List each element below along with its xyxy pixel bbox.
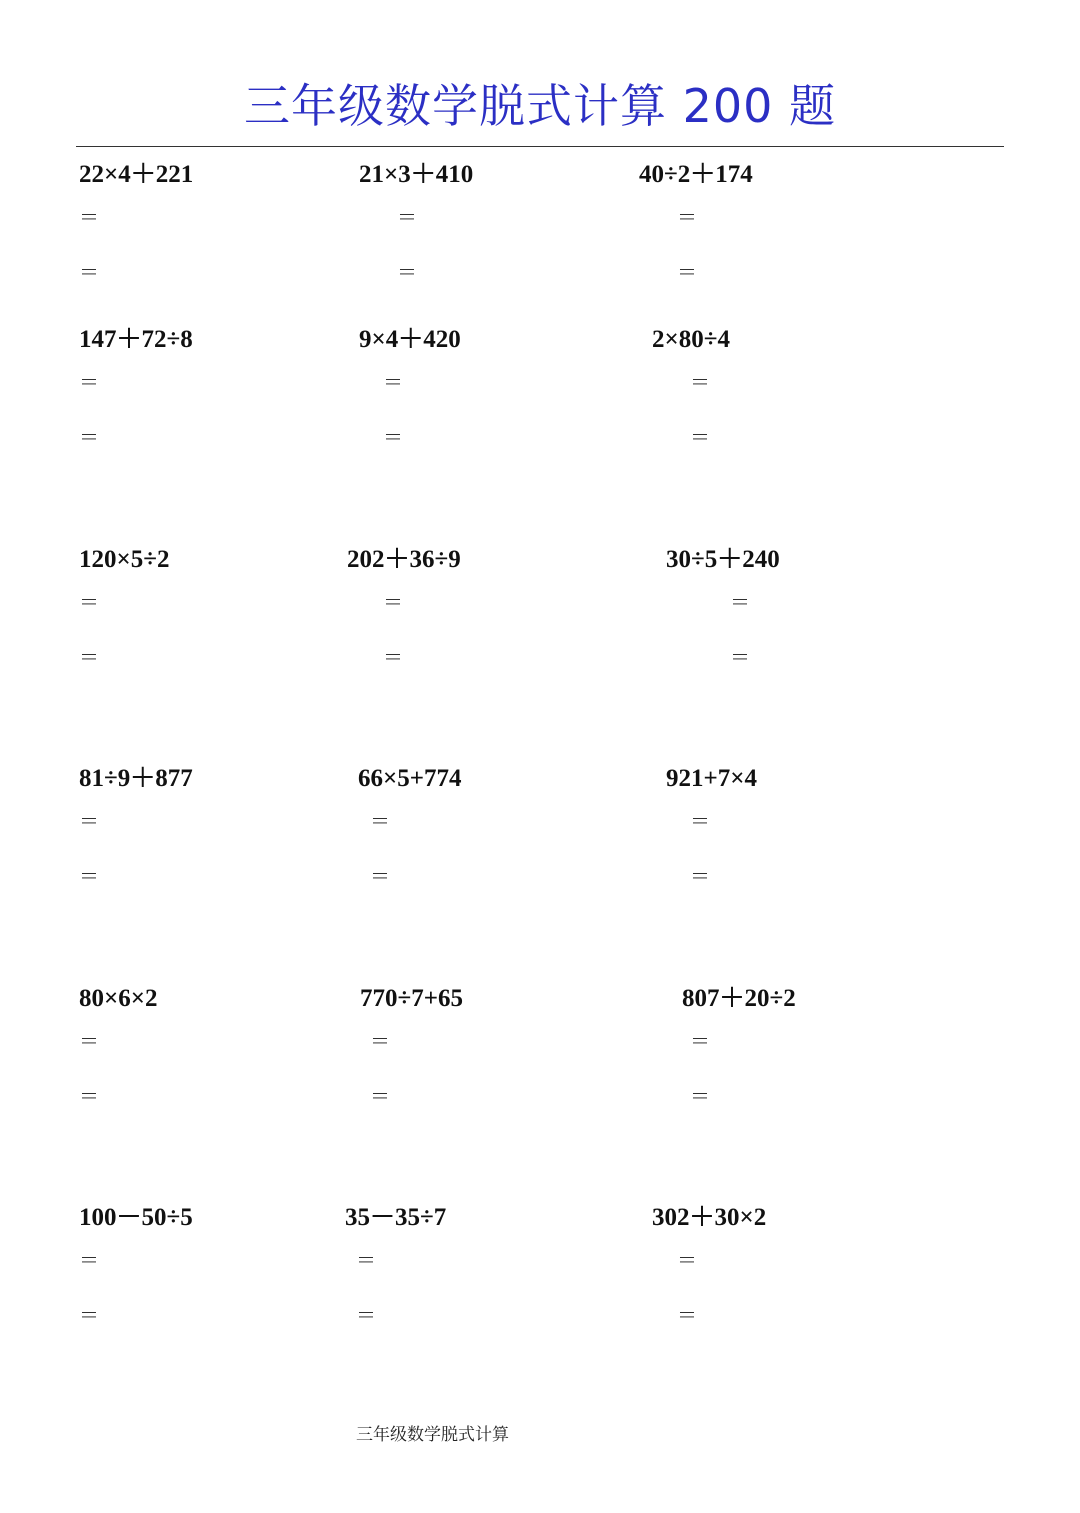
title-divider [76, 146, 1004, 147]
page-footer: 三年级数学脱式计算 [356, 1425, 509, 1445]
problem-6 [652, 325, 972, 505]
equals-line-2: ＝ [356, 1303, 376, 1327]
equals-line-2: ＝ [690, 1084, 710, 1108]
equals-line-1: ＝ [79, 590, 99, 614]
worksheet-title: 三年级数学脱式计算 200 题 [243, 79, 837, 133]
problem-13 [79, 984, 399, 1164]
equals-line-1: ＝ [79, 370, 99, 394]
equals-line-2: ＝ [383, 425, 403, 449]
equals-line-1: ＝ [370, 809, 390, 833]
equals-line-2: ＝ [677, 1303, 697, 1327]
equals-line-2: ＝ [79, 645, 99, 669]
equals-line-1: ＝ [79, 1029, 99, 1053]
equals-line-1: ＝ [730, 590, 750, 614]
equals-line-1: ＝ [397, 205, 417, 229]
equals-line-2: ＝ [79, 1084, 99, 1108]
equals-line-2: ＝ [370, 864, 390, 888]
problem-2 [359, 160, 679, 340]
equals-line-2: ＝ [730, 645, 750, 669]
problem-expression: 202＋36÷9 [347, 546, 461, 573]
equals-line-1: ＝ [690, 1029, 710, 1053]
problem-expression: 35－35÷7 [345, 1204, 447, 1231]
equals-line-1: ＝ [383, 590, 403, 614]
problem-15 [682, 984, 1002, 1164]
problem-12 [666, 764, 986, 944]
problem-expression: 40÷2＋174 [639, 161, 753, 188]
equals-line-2: ＝ [79, 425, 99, 449]
equals-line-2: ＝ [397, 260, 417, 284]
equals-line-1: ＝ [79, 1248, 99, 1272]
equals-line-2: ＝ [370, 1084, 390, 1108]
problem-9 [666, 545, 986, 725]
problem-8 [347, 545, 667, 725]
problem-5 [359, 325, 679, 505]
equals-line-1: ＝ [677, 1248, 697, 1272]
equals-line-1: ＝ [370, 1029, 390, 1053]
problem-17 [345, 1203, 665, 1383]
equals-line-2: ＝ [79, 1303, 99, 1327]
problem-expression: 807＋20÷2 [682, 985, 796, 1012]
equals-line-1: ＝ [383, 370, 403, 394]
problem-expression: 921+7×4 [666, 765, 757, 792]
problem-expression: 2×80÷4 [652, 326, 730, 353]
equals-line-1: ＝ [677, 205, 697, 229]
problem-expression: 100－50÷5 [79, 1204, 193, 1231]
problem-18 [652, 1203, 972, 1383]
problem-expression: 21×3＋410 [359, 161, 474, 188]
problem-10 [79, 764, 399, 944]
problem-expression: 9×4＋420 [359, 326, 461, 353]
equals-line-2: ＝ [677, 260, 697, 284]
equals-line-2: ＝ [383, 645, 403, 669]
problem-expression: 66×5+774 [358, 765, 462, 792]
problem-expression: 770÷7+65 [360, 985, 463, 1012]
problem-expression: 120×5÷2 [79, 546, 170, 573]
problem-14 [360, 984, 680, 1164]
problem-11 [358, 764, 678, 944]
problem-expression: 81÷9＋877 [79, 765, 193, 792]
problem-3 [639, 160, 959, 340]
problem-expression: 30÷5＋240 [666, 546, 780, 573]
equals-line-1: ＝ [690, 809, 710, 833]
equals-line-2: ＝ [690, 864, 710, 888]
problem-expression: 302＋30×2 [652, 1204, 767, 1231]
equals-line-1: ＝ [79, 205, 99, 229]
problem-expression: 22×4＋221 [79, 161, 194, 188]
equals-line-1: ＝ [79, 809, 99, 833]
problem-4 [79, 325, 403, 505]
problem-expression: 147＋72÷8 [79, 326, 193, 353]
equals-line-2: ＝ [690, 425, 710, 449]
equals-line-2: ＝ [79, 260, 99, 284]
problem-expression: 80×6×2 [79, 985, 158, 1012]
problem-1 [79, 160, 399, 340]
equals-line-1: ＝ [356, 1248, 376, 1272]
equals-line-2: ＝ [79, 864, 99, 888]
equals-line-1: ＝ [690, 370, 710, 394]
